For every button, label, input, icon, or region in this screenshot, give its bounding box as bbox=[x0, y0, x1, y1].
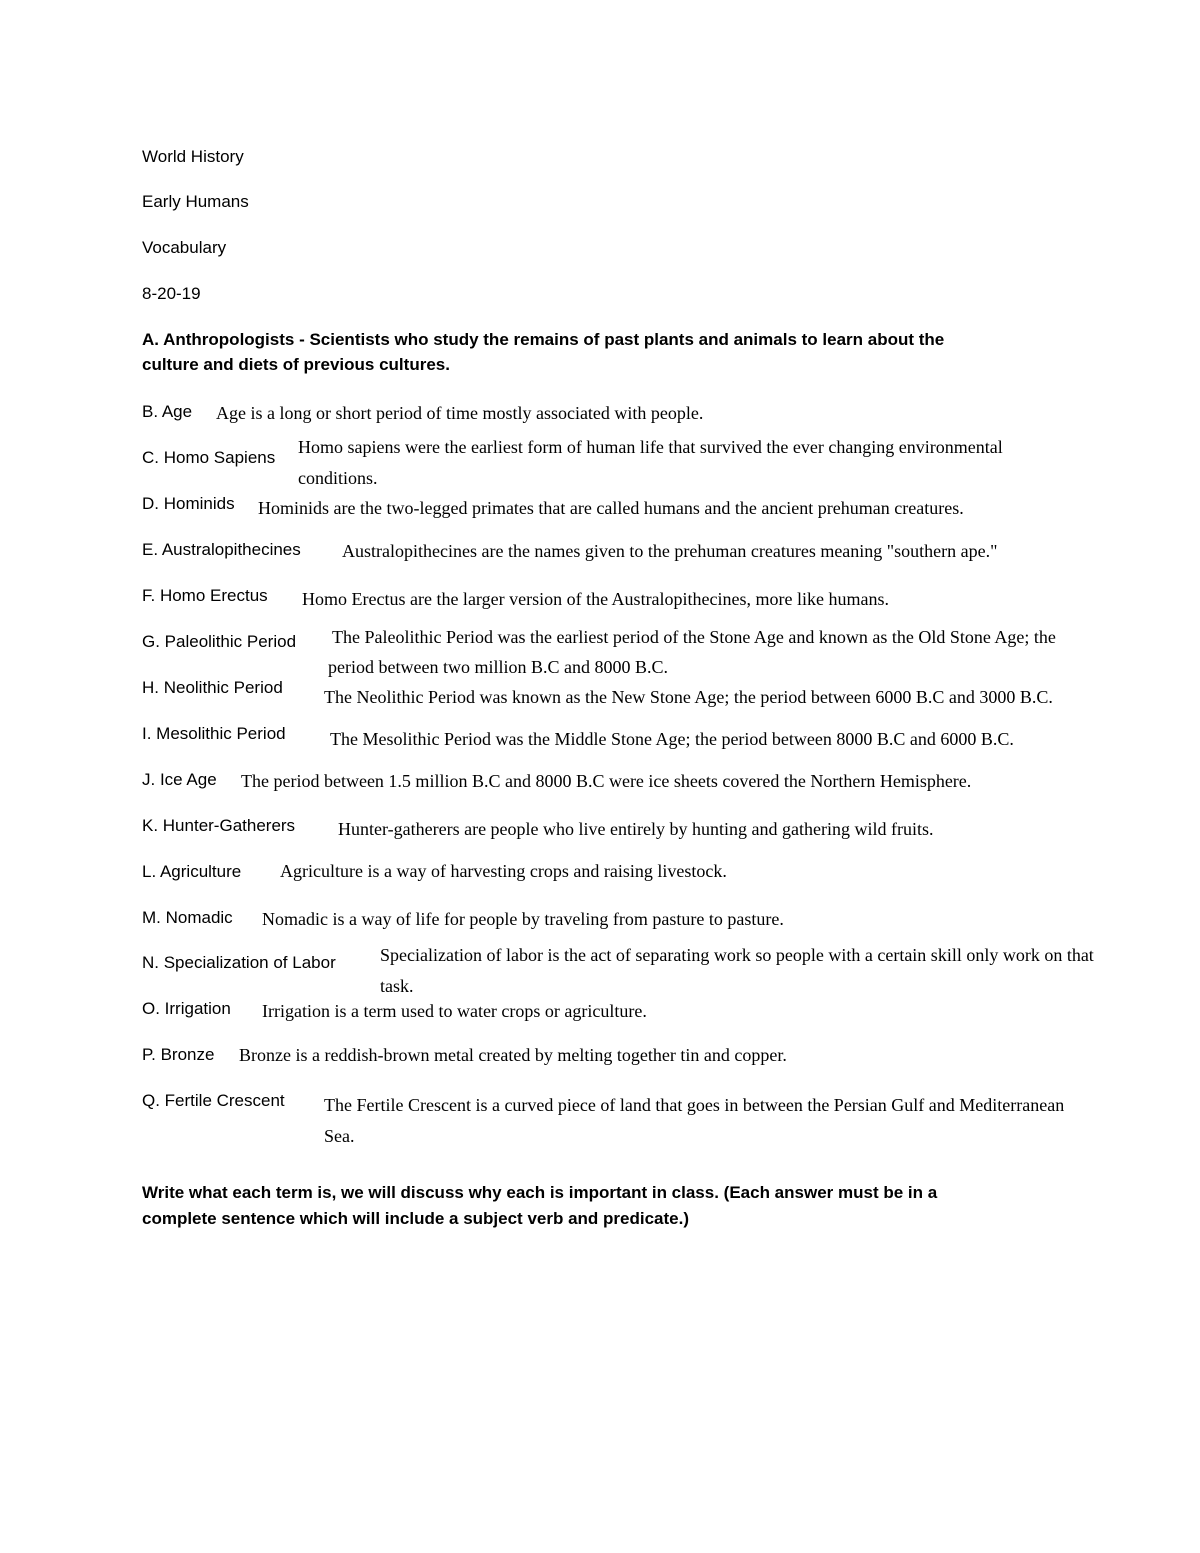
section-title: Vocabulary bbox=[142, 238, 227, 257]
term-q-label: Q. Fertile Crescent bbox=[142, 1091, 285, 1110]
term-q-definition-line1: The Fertile Crescent is a curved piece of land that goes in between the Persian Gulf and Mediterranean bbox=[324, 1095, 1065, 1115]
term-f-label: F. Homo Erectus bbox=[142, 586, 268, 605]
term-j-definition: The period between 1.5 million B.C and 8000 B.C were ice sheets covered the Northern Hemisphere. bbox=[241, 771, 972, 791]
term-c-definition-line2: conditions. bbox=[298, 468, 378, 488]
term-m-label: M. Nomadic bbox=[142, 908, 233, 927]
term-c-definition-line1: Homo sapiens were the earliest form of human life that survived the ever changing environmental bbox=[298, 437, 1003, 457]
term-n-definition-line2: task. bbox=[380, 976, 414, 996]
instructions-line1: Write what each term is, we will discuss why each is important in class. (Each answer must be in a bbox=[142, 1183, 938, 1202]
term-d-definition: Hominids are the two-legged primates that are called humans and the ancient prehuman creatures. bbox=[258, 498, 964, 518]
course-title: World History bbox=[142, 147, 244, 166]
term-m-definition: Nomadic is a way of life for people by traveling from pasture to pasture. bbox=[262, 909, 784, 929]
term-n-definition-line1: Specialization of labor is the act of separating work so people with a certain skill only work on that bbox=[380, 945, 1094, 965]
term-g-definition-line2: period between two million B.C and 8000 B.C. bbox=[328, 657, 668, 677]
term-q-definition-line2: Sea. bbox=[324, 1126, 355, 1146]
term-b-label: B. Age bbox=[142, 402, 193, 421]
term-p-definition: Bronze is a reddish-brown metal created by melting together tin and copper. bbox=[239, 1045, 787, 1065]
term-l-label: L. Agriculture bbox=[142, 862, 242, 881]
term-k-label: K. Hunter-Gatherers bbox=[142, 816, 296, 835]
term-e-label: E. Australopithecines bbox=[142, 540, 301, 559]
term-o-definition: Irrigation is a term used to water crops or agriculture. bbox=[262, 1001, 647, 1021]
term-k-definition: Hunter-gatherers are people who live entirely by hunting and gathering wild fruits. bbox=[338, 819, 934, 839]
term-d-label: D. Hominids bbox=[142, 494, 235, 513]
unit-title: Early Humans bbox=[142, 192, 249, 211]
term-g-definition-line1: The Paleolithic Period was the earliest period of the Stone Age and known as the Old Stone Age; the bbox=[332, 627, 1056, 647]
term-n-label: N. Specialization of Labor bbox=[142, 953, 336, 972]
term-b-definition: Age is a long or short period of time mostly associated with people. bbox=[216, 403, 704, 423]
term-i-definition: The Mesolithic Period was the Middle Stone Age; the period between 8000 B.C and 6000 B.C. bbox=[330, 729, 1014, 749]
term-p-label: P. Bronze bbox=[142, 1045, 215, 1064]
term-i-label: I. Mesolithic Period bbox=[142, 724, 286, 743]
term-h-definition: The Neolithic Period was known as the New Stone Age; the period between 6000 B.C and 3000 B.C. bbox=[324, 687, 1053, 707]
term-a-line1: A. Anthropologists - Scientists who study the remains of past plants and animals to learn about the bbox=[142, 330, 945, 349]
term-c-label: C. Homo Sapiens bbox=[142, 448, 276, 467]
date-line: 8-20-19 bbox=[142, 284, 201, 303]
term-l-definition: Agriculture is a way of harvesting crops and raising livestock. bbox=[280, 861, 727, 881]
term-g-label: G. Paleolithic Period bbox=[142, 632, 297, 651]
term-a-line2: culture and diets of previous cultures. bbox=[142, 355, 450, 374]
term-h-label: H. Neolithic Period bbox=[142, 678, 283, 697]
term-o-label: O. Irrigation bbox=[142, 999, 231, 1018]
term-j-label: J. Ice Age bbox=[142, 770, 217, 789]
term-f-definition: Homo Erectus are the larger version of the Australopithecines, more like humans. bbox=[302, 589, 889, 609]
instructions-line2: complete sentence which will include a subject verb and predicate.) bbox=[142, 1209, 689, 1228]
term-e-definition: Australopithecines are the names given to the prehuman creatures meaning "southern ape." bbox=[342, 541, 998, 561]
